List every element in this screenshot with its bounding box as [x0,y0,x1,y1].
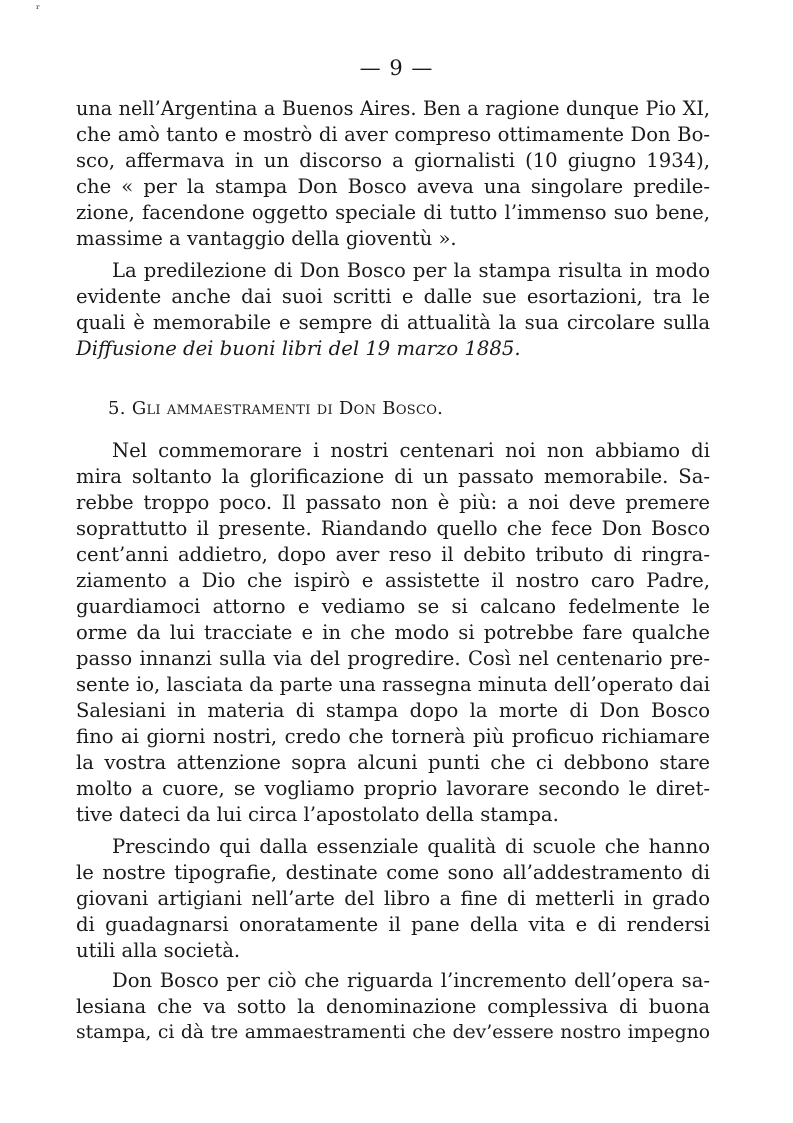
text-line: Nel commemorare i nostri centenari noi non abbiamo di [112,439,710,462]
text-line: giovani artigiani nell’arte del libro a fine di metterli in grado [76,887,710,910]
text-line: tive dateci da lui circa l’apostolato della stampa. [76,803,559,826]
text-line: evidente anche dai suoi scritti e dalle sue esortazioni, tra le [76,285,710,308]
page-number: — 9 — [359,56,434,80]
text-line: molto a cuore, se vogliamo proprio lavorare secondo le diret- [76,777,710,800]
text-line: guardiamoci attorno e vediamo se si calcano fedelmente le [76,595,710,618]
text-line: Don Bosco per ciò che riguarda l’incremento dell’opera sa- [112,969,710,992]
corner-mark: ᵣ [36,0,41,12]
text-line: che amò tanto e mostrò di aver compreso ottimamente Don Bo- [76,123,710,146]
section-title: Gli ammaestramenti di Don Bosco. [131,398,444,419]
text-line: orme da lui tracciate e in che modo si potrebbe fare qualche [76,621,710,644]
text-line: Diffusione dei buoni libri del 19 marzo 1885. [76,337,521,360]
text-line: Salesiani in materia di stampa dopo la morte di Don Bosco [76,699,710,722]
text-line: zione, facendone oggetto speciale di tutto l’immenso suo bene, [76,201,710,224]
text-line: stampa, ci dà tre ammaestramenti che dev’essere nostro impegno [76,1022,710,1043]
section-heading [108,398,443,419]
text-line: rebbe troppo poco. Il passato non è più: a noi deve premere [76,491,710,514]
text-line: che « per la stampa Don Bosco aveva una singolare predile- [76,175,710,198]
text-line: le nostre tipografie, destinate come sono all’addestramento di [76,861,710,884]
text-line: Prescindo qui dalla essenziale qualità di scuole che hanno [112,835,710,858]
text-line: fino ai giorni nostri, credo che tornerà più proficuo richiamare [76,725,710,748]
text-line: lesiana che va sotto la denominazione complessiva di buona [76,995,710,1018]
text-line: sente io, lasciata da parte una rassegna minuta dell’operato dai [76,673,711,696]
text-line: La predilezione di Don Bosco per la stampa risulta in modo [112,259,710,282]
text-line: la vostra attenzione sopra alcuni punti che ci debbono stare [76,751,710,774]
text-line: massime a vantaggio della gioventù ». [76,227,457,250]
text-line: quali è memorabile e sempre di attualità la sua circolare sulla [76,311,710,334]
text-line: una nell’Argentina a Buenos Aires. Ben a ragione dunque Pio XI, [76,97,710,120]
text-line: soprattutto il presente. Riandando quello che fece Don Bosco [76,517,710,540]
text-line: di guadagnarsi onoratamente il pane della vita e di rendersi [76,913,710,936]
text-line: cent’anni addietro, dopo aver reso il debito tributo di ringra- [76,543,710,566]
section-number: 5. [108,398,126,419]
text-line: mira soltanto la glorificazione di un passato memorabile. Sa- [76,465,710,488]
text-line: utili alla società. [76,939,241,962]
text-line: sco, affermava in un discorso a giornalisti (10 giugno 1934), [76,149,710,172]
text-line: ziamento a Dio che ispirò e assistette il nostro caro Padre, [76,569,710,592]
text-line: passo innanzi sulla via del progredire. Così nel centenario pre- [76,647,710,670]
